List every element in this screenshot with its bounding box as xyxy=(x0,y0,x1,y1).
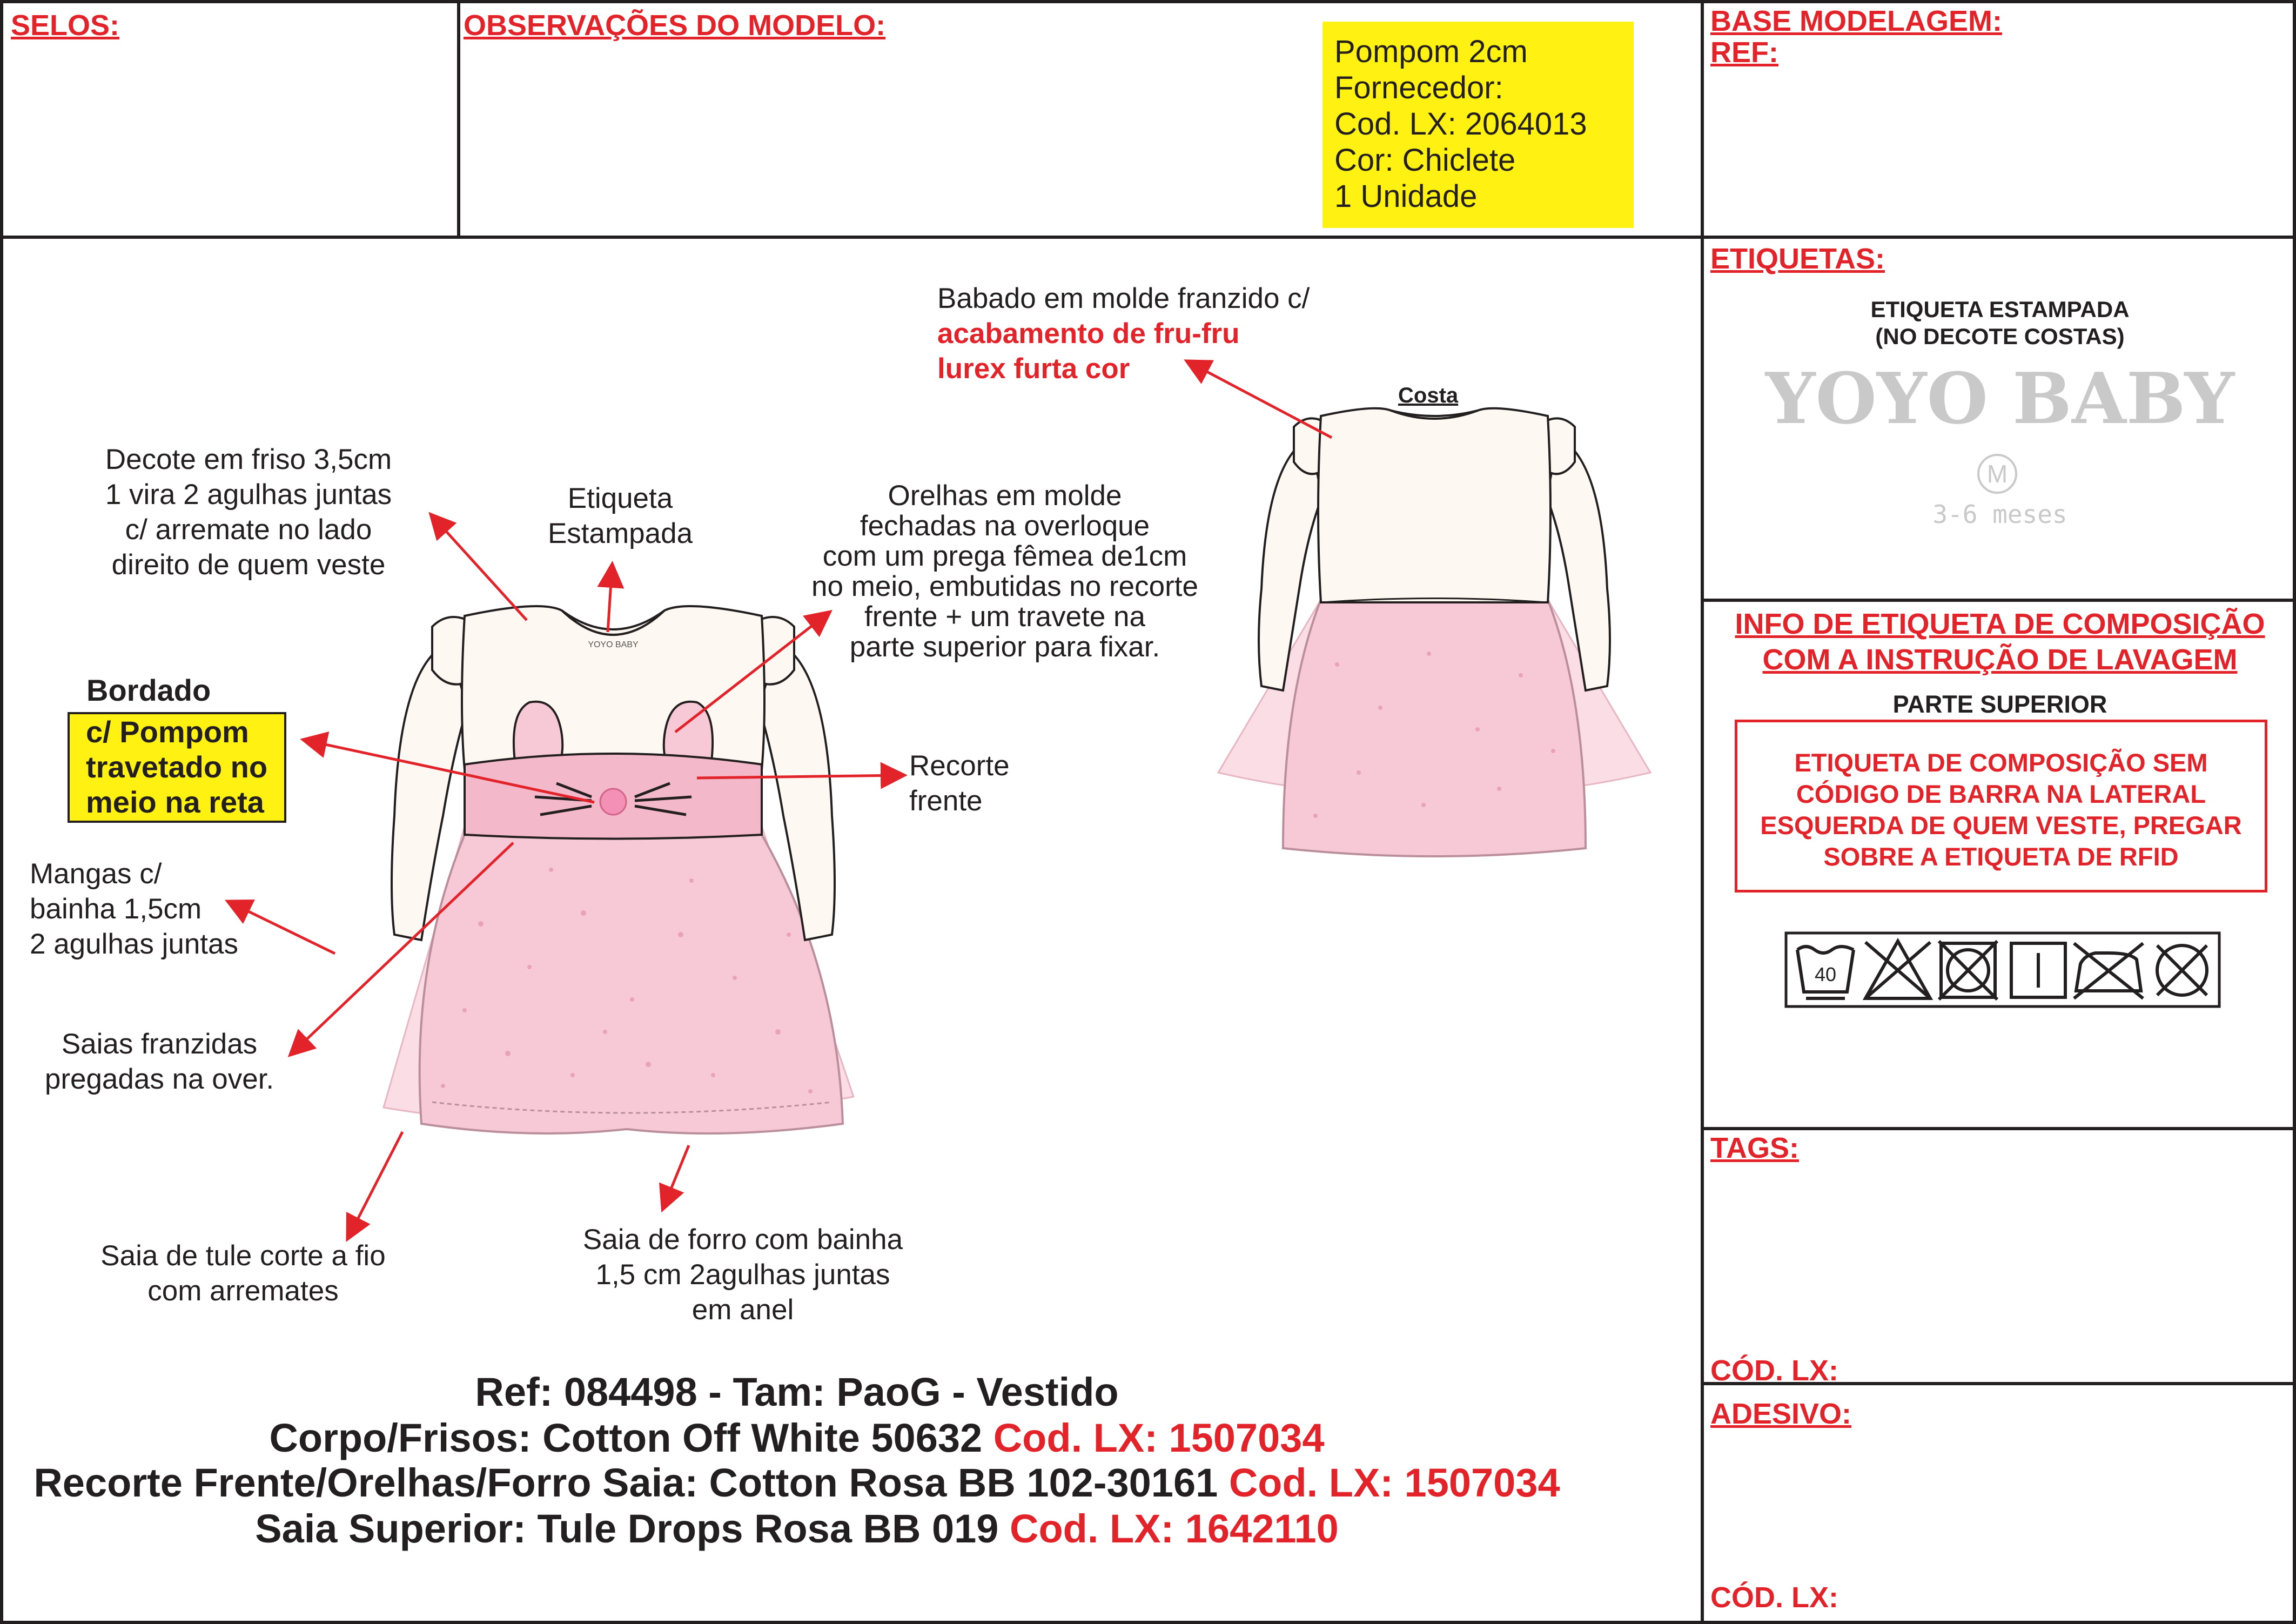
composicao-box-line: CÓDIGO DE BARRA NA LATERAL xyxy=(1796,780,2206,808)
pompom-line: Cod. LX: 2064013 xyxy=(1334,106,1587,142)
costa-label: Costa xyxy=(1398,384,1459,407)
pompom-line: Cor: Chiclete xyxy=(1334,143,1516,178)
adesivo-heading: ADESIVO: xyxy=(1710,1398,1852,1430)
pompom-line: Fornecedor: xyxy=(1334,70,1503,105)
tags-cod-lx: CÓD. LX: xyxy=(1710,1354,1838,1387)
observacoes-heading: OBSERVAÇÕES DO MODELO: xyxy=(464,9,886,42)
etiqueta-note: Etiqueta Estampada xyxy=(547,482,693,549)
composicao-heading-1: INFO DE ETIQUETA DE COMPOSIÇÃO xyxy=(1735,608,2265,640)
composicao-box-line: SOBRE A ETIQUETA DE RFID xyxy=(1823,842,2179,871)
spec-recorte-line: Recorte Frente/Orelhas/Forro Saia: Cotton Rosa BB 102-30161 Cod. LX: 1507034 xyxy=(33,1460,1560,1505)
bordado-box: c/ Pompom travetado no meio na reta xyxy=(68,712,286,823)
selos-heading: SELOS: xyxy=(11,9,120,42)
pompom-line: 1 Unidade xyxy=(1334,179,1478,214)
etiquetas-heading: ETIQUETAS: xyxy=(1710,243,1885,275)
decote-note: Decote em friso 3,5cm 1 vira 2 agulhas juntas c/ arremate no lado direito de quem veste xyxy=(105,444,392,581)
tags-heading: TAGS: xyxy=(1710,1132,1799,1164)
bordado-title: Bordado xyxy=(86,673,211,707)
etiqueta-estampada-line1: ETIQUETA ESTAMPADA xyxy=(1870,297,2130,322)
forro-note: Saia de forro com bainha 1,5 cm 2agulhas juntas em anel xyxy=(582,1224,903,1326)
mangas-note: Mangas c/ bainha 1,5cm 2 agulhas juntas xyxy=(30,858,239,960)
tule-note: Saia de tule corte a fio com arremates xyxy=(100,1240,386,1307)
base-modelagem-heading: BASE MODELAGEM: xyxy=(1710,5,2002,37)
wash-temp-label: 40 xyxy=(1815,963,1837,985)
saias-note: Saias franzidas pregadas na over. xyxy=(44,1028,274,1095)
age-label: 3-6 meses xyxy=(1932,500,2067,529)
brand-logo: YOYO BABY xyxy=(1765,357,2235,440)
neck-label: YOYO BABY xyxy=(588,640,639,649)
etiqueta-estampada-line2: (NO DECOTE COSTAS) xyxy=(1875,324,2125,349)
spec-ref-line: Ref: 084498 - Tam: PaoG - Vestido xyxy=(475,1370,1119,1414)
composicao-heading-2: COM A INSTRUÇÃO DE LAVAGEM xyxy=(1762,643,2238,676)
adesivo-cod-lx: CÓD. LX: xyxy=(1710,1581,1838,1614)
babado-note: Babado em molde franzido c/ acabamento de fru-fru lurex furta cor xyxy=(937,283,1310,385)
size-label: M xyxy=(1986,460,2008,488)
parte-superior-label: PARTE SUPERIOR xyxy=(1892,690,2107,718)
spec-corpo-line: Corpo/Frisos: Cotton Off White 50632 Cod. LX: 1507034 xyxy=(269,1415,1325,1460)
pompom-line: Pompom 2cm xyxy=(1334,34,1528,69)
composicao-box-line: ESQUERDA DE QUEM VESTE, PREGAR xyxy=(1760,811,2242,840)
recorte-note: Recorte frente xyxy=(909,750,1010,817)
spec-saia-line: Saia Superior: Tule Drops Rosa BB 019 Cod. LX: 1642110 xyxy=(255,1506,1339,1551)
composicao-box-line: ETIQUETA DE COMPOSIÇÃO SEM xyxy=(1794,748,2208,777)
ref-heading: REF: xyxy=(1710,36,1778,69)
orelhas-note: Orelhas em molde fechadas na overloque com um prega fêmea de1cm no meio, embutidas no recorte frente + um travete na parte superior para fixar. xyxy=(811,480,1198,663)
